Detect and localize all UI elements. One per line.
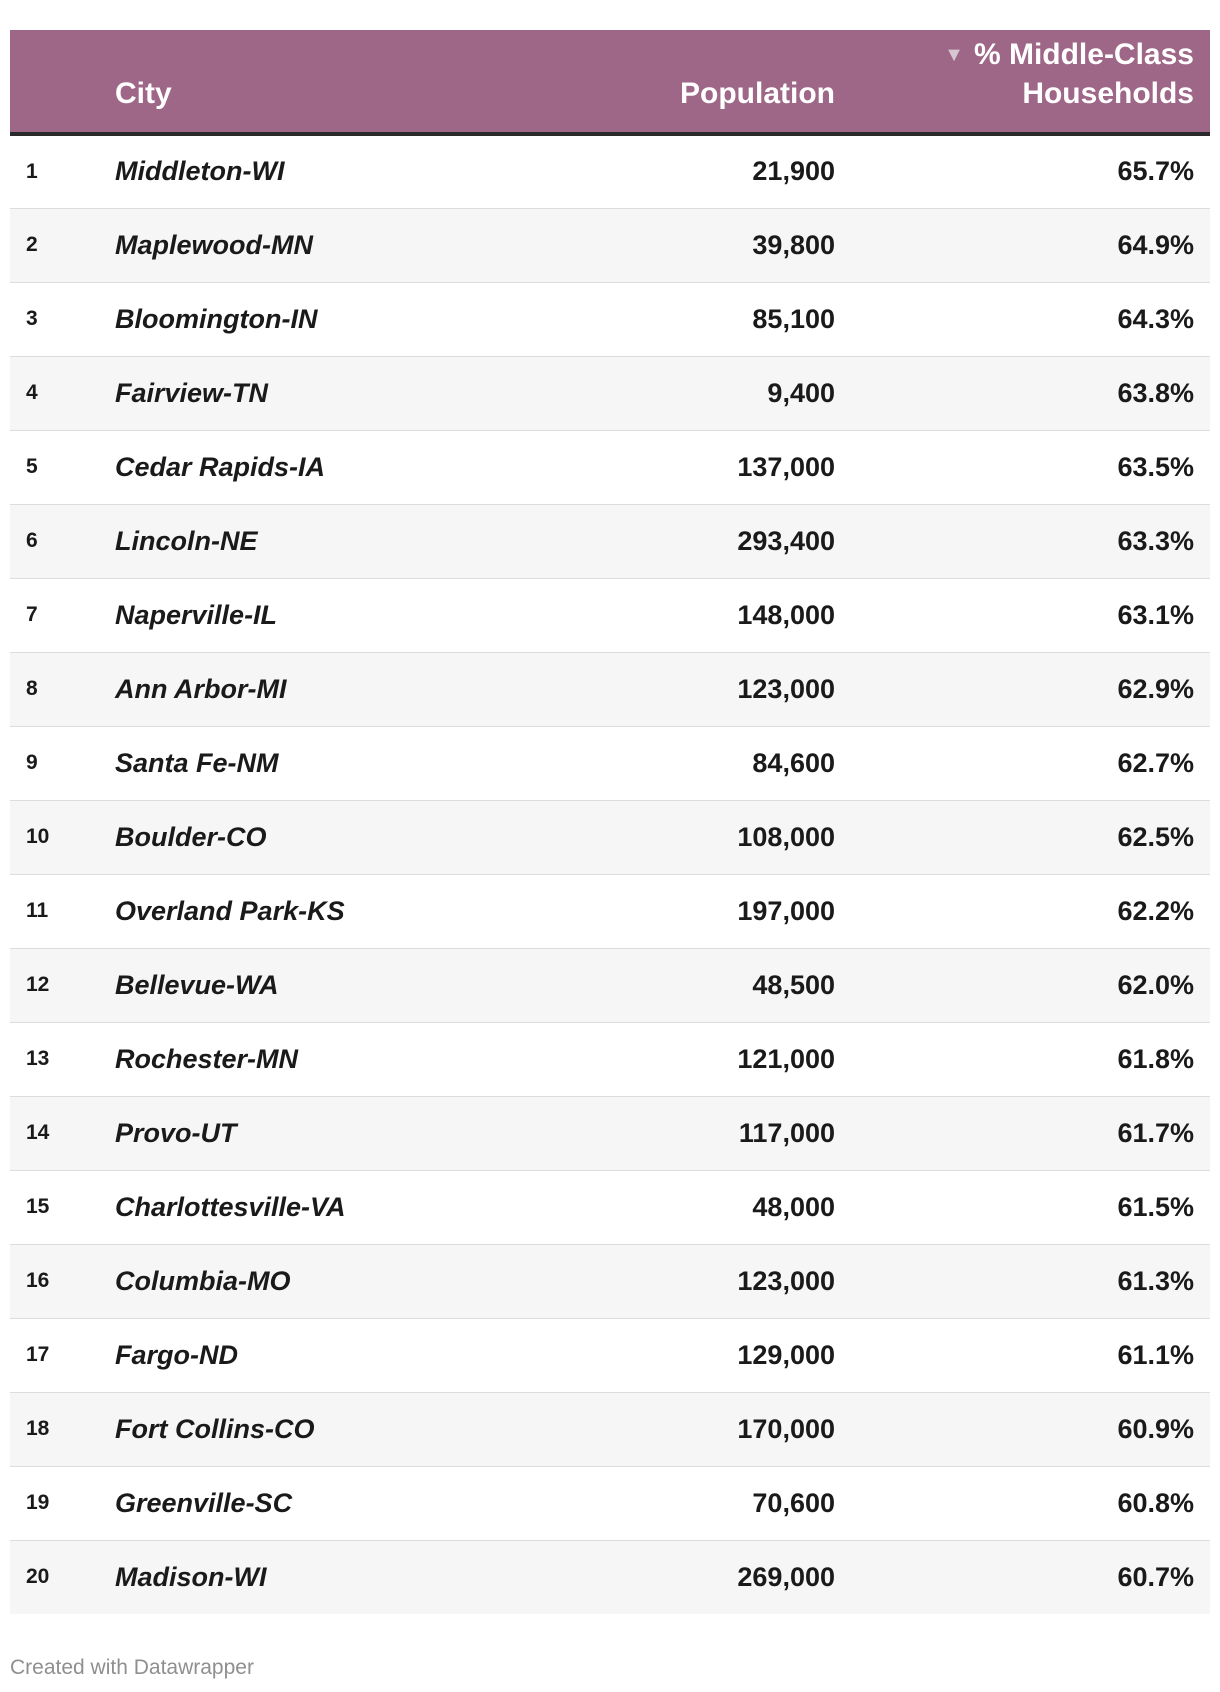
pct-middle-class-cell: 62.9% bbox=[1117, 673, 1194, 704]
pct-middle-class-cell: 63.1% bbox=[1117, 599, 1194, 630]
city-cell: Fairview-TN bbox=[115, 377, 269, 408]
pct-middle-class-cell: 63.8% bbox=[1117, 377, 1194, 408]
pct-middle-class-cell: 60.7% bbox=[1117, 1561, 1194, 1592]
city-cell: Naperville-IL bbox=[115, 599, 278, 630]
city-cell: Lincoln-NE bbox=[115, 525, 258, 556]
city-cell: Middleton-WI bbox=[115, 156, 285, 187]
population-cell: 108,000 bbox=[737, 821, 835, 852]
city-cell: Santa Fe-NM bbox=[115, 747, 279, 778]
table-header bbox=[10, 30, 1210, 134]
city-cell: Provo-UT bbox=[115, 1117, 237, 1148]
header-rank bbox=[10, 30, 115, 134]
city-cell: Columbia-MO bbox=[115, 1265, 291, 1296]
pct-middle-class-cell: 61.8% bbox=[1117, 1043, 1194, 1074]
rank-cell: 10 bbox=[26, 825, 50, 848]
city-cell: Overland Park-KS bbox=[115, 895, 345, 926]
rank-cell: 3 bbox=[26, 307, 38, 330]
pct-middle-class-cell: 61.7% bbox=[1117, 1117, 1194, 1148]
city-cell: Charlottesville-VA bbox=[115, 1191, 346, 1222]
population-cell: 21,900 bbox=[752, 156, 835, 187]
population-cell: 148,000 bbox=[737, 599, 835, 630]
city-cell: Bellevue-WA bbox=[115, 969, 279, 1000]
population-cell: 269,000 bbox=[737, 1561, 835, 1592]
city-cell: Cedar Rapids-IA bbox=[115, 451, 326, 482]
pct-middle-class-cell: 64.9% bbox=[1117, 229, 1194, 260]
header-row bbox=[10, 30, 1210, 134]
table-row bbox=[10, 1170, 1210, 1244]
rank-cell: 16 bbox=[26, 1269, 50, 1292]
table-row bbox=[10, 1392, 1210, 1466]
table-body bbox=[10, 134, 1210, 1614]
header-pct-label-line2: Households bbox=[1022, 77, 1194, 110]
header-pct-label-line1: % Middle-Class bbox=[973, 38, 1194, 71]
table-row bbox=[10, 1022, 1210, 1096]
population-cell: 70,600 bbox=[752, 1487, 835, 1518]
sort-descending-icon: ▼ bbox=[944, 44, 964, 66]
header-population-label: Population bbox=[680, 77, 835, 110]
table-row bbox=[10, 1244, 1210, 1318]
city-cell: Bloomington-IN bbox=[115, 303, 318, 334]
pct-middle-class-cell: 62.5% bbox=[1117, 821, 1194, 852]
pct-middle-class-cell: 60.9% bbox=[1117, 1413, 1194, 1444]
pct-middle-class-cell: 63.3% bbox=[1117, 525, 1194, 556]
header-city[interactable] bbox=[115, 30, 570, 134]
population-cell: 137,000 bbox=[737, 451, 835, 482]
pct-middle-class-cell: 61.5% bbox=[1117, 1191, 1194, 1222]
city-cell: Madison-WI bbox=[115, 1561, 267, 1592]
population-cell: 197,000 bbox=[737, 895, 835, 926]
rank-cell: 7 bbox=[26, 603, 38, 626]
table-row bbox=[10, 948, 1210, 1022]
header-city-label: City bbox=[115, 77, 172, 110]
table-row bbox=[10, 356, 1210, 430]
population-cell: 121,000 bbox=[737, 1043, 835, 1074]
table-row bbox=[10, 726, 1210, 800]
table-row bbox=[10, 1466, 1210, 1540]
table-row bbox=[10, 800, 1210, 874]
population-cell: 48,500 bbox=[752, 969, 835, 1000]
rank-cell: 4 bbox=[26, 381, 38, 404]
table-row bbox=[10, 874, 1210, 948]
rank-cell: 1 bbox=[26, 159, 38, 183]
header-pct-middle-class[interactable] bbox=[835, 30, 1210, 134]
rank-cell: 8 bbox=[26, 677, 38, 700]
table-row bbox=[10, 578, 1210, 652]
table-row bbox=[10, 1318, 1210, 1392]
rank-cell: 9 bbox=[26, 751, 38, 774]
data-table bbox=[10, 30, 1210, 1614]
population-cell: 39,800 bbox=[752, 229, 835, 260]
table-row bbox=[10, 134, 1210, 208]
header-population[interactable] bbox=[570, 30, 835, 134]
table-row bbox=[10, 1540, 1210, 1614]
table-row bbox=[10, 282, 1210, 356]
population-cell: 84,600 bbox=[752, 747, 835, 778]
table-row bbox=[10, 208, 1210, 282]
pct-middle-class-cell: 63.5% bbox=[1117, 451, 1194, 482]
rank-cell: 15 bbox=[26, 1195, 50, 1218]
rank-cell: 17 bbox=[26, 1343, 50, 1366]
rank-cell: 6 bbox=[26, 529, 38, 552]
rank-cell: 18 bbox=[26, 1417, 50, 1440]
table-row bbox=[10, 652, 1210, 726]
pct-middle-class-cell: 65.7% bbox=[1117, 156, 1194, 187]
data-table-container bbox=[10, 30, 1210, 1614]
pct-middle-class-cell: 61.3% bbox=[1117, 1265, 1194, 1296]
rank-cell: 2 bbox=[26, 233, 38, 256]
rank-cell: 11 bbox=[26, 899, 49, 922]
pct-middle-class-cell: 64.3% bbox=[1117, 303, 1194, 334]
pct-middle-class-cell: 61.1% bbox=[1117, 1339, 1194, 1370]
population-cell: 123,000 bbox=[737, 1265, 835, 1296]
city-cell: Fort Collins-CO bbox=[115, 1413, 315, 1444]
city-cell: Fargo-ND bbox=[115, 1339, 238, 1370]
rank-cell: 19 bbox=[26, 1491, 50, 1514]
population-cell: 85,100 bbox=[752, 303, 835, 334]
population-cell: 117,000 bbox=[738, 1117, 835, 1148]
rank-cell: 13 bbox=[26, 1047, 50, 1070]
rank-cell: 20 bbox=[26, 1565, 50, 1589]
pct-middle-class-cell: 60.8% bbox=[1117, 1487, 1194, 1518]
city-cell: Greenville-SC bbox=[115, 1487, 293, 1518]
pct-middle-class-cell: 62.7% bbox=[1117, 747, 1194, 778]
population-cell: 9,400 bbox=[767, 377, 835, 408]
city-cell: Maplewood-MN bbox=[115, 229, 313, 260]
population-cell: 48,000 bbox=[752, 1191, 835, 1222]
pct-middle-class-cell: 62.2% bbox=[1117, 895, 1194, 926]
pct-middle-class-cell: 62.0% bbox=[1117, 969, 1194, 1000]
table-row bbox=[10, 430, 1210, 504]
city-cell: Ann Arbor-MI bbox=[115, 673, 287, 704]
rank-cell: 14 bbox=[26, 1121, 50, 1144]
table-row bbox=[10, 504, 1210, 578]
datawrapper-credit: Created with Datawrapper bbox=[10, 1656, 254, 1679]
rank-cell: 12 bbox=[26, 973, 50, 996]
population-cell: 123,000 bbox=[737, 673, 835, 704]
population-cell: 170,000 bbox=[737, 1413, 835, 1444]
rank-cell: 5 bbox=[26, 455, 38, 478]
population-cell: 129,000 bbox=[737, 1339, 835, 1370]
population-cell: 293,400 bbox=[737, 525, 835, 556]
city-cell: Rochester-MN bbox=[115, 1043, 299, 1074]
table-row bbox=[10, 1096, 1210, 1170]
city-cell: Boulder-CO bbox=[115, 821, 267, 852]
